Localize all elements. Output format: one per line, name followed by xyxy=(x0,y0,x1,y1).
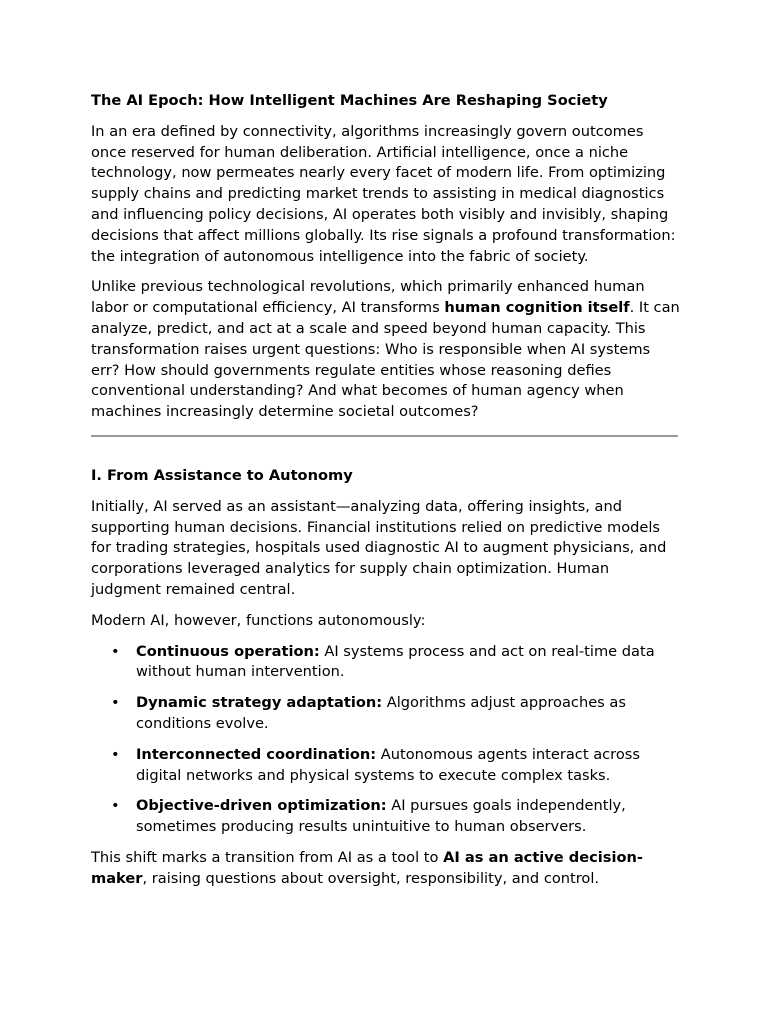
bullet-text: Algorithms adjust approaches as conditions evolve. xyxy=(136,694,626,732)
bullet-text: AI pursues goals independently, sometimes producing results unintuitive to human observers. xyxy=(136,797,626,836)
section-1-heading: I. From Assistance to Autonomy xyxy=(91,466,353,484)
section-1-paragraph-1: Initially, AI served as an assistant—analyzing data, offering insights, and supporting human decisions. Financial institutions relied on predictive models for trading strategies, hospitals used diagnostic AI to augment physicians, and corporations leveraged analytics for supply chain optimization. Human judgment remained central. xyxy=(91,497,667,598)
intro-p2-text-start: Unlike previous technological revolutions, which primarily enhanced human labor or computational efficiency, AI transforms xyxy=(91,278,645,317)
intro-paragraph-2 xyxy=(91,277,681,423)
bullet-term: Interconnected coordination: xyxy=(136,745,377,763)
bullet-term: Continuous operation: xyxy=(136,642,320,660)
list-item xyxy=(136,796,681,838)
bullet-term: Dynamic strategy adaptation: xyxy=(136,694,383,712)
section-1-paragraph-2: Modern AI, however, functions autonomously: xyxy=(91,611,426,629)
document-title: The AI Epoch: How Intelligent Machines Are Reshaping Society xyxy=(91,92,608,109)
closing-text-start: This shift marks a transition from AI as a tool to xyxy=(91,848,444,866)
autonomy-bullet-list xyxy=(91,642,681,838)
intro-paragraph-1: In an era defined by connectivity, algorithms increasingly govern outcomes once reserved for human deliberation. Artificial intelligence, once a niche technology, now permeates nearly every facet of modern life. From optimizing supply chains and predicting market trends to assisting in medical diagnostics and influencing policy decisions, AI operates both visibly and invisibly, shaping decisions that affect millions globally. Its rise signals a profound transformation: the integration of autonomous intelligence into the fabric of society. xyxy=(91,122,676,265)
bullet-text: AI systems process and act on real-time data without human intervention. xyxy=(136,642,655,681)
section-1-closing-paragraph xyxy=(91,848,681,890)
bullet-text: Autonomous agents interact across digital networks and physical systems to execute complex tasks. xyxy=(136,745,640,784)
bullet-term: Objective-driven optimization: xyxy=(136,797,387,815)
section-divider xyxy=(91,435,678,437)
list-item xyxy=(136,642,681,684)
list-item xyxy=(136,745,681,787)
intro-p2-text-end: . It can analyze, predict, and act at a scale and speed beyond human capacity. This transformation raises urgent questions: Who is responsible when AI systems err? How should governments regulate entities whose reasoning defies conventional understanding? And what becomes of human agency when machines increasingly determine societal outcomes? xyxy=(91,299,680,421)
intro-p2-emphasis: human cognition itself xyxy=(444,299,630,317)
list-item xyxy=(136,693,681,735)
closing-emphasis: AI as an active decision-maker xyxy=(91,848,643,887)
closing-text-end: , raising questions about oversight, responsibility, and control. xyxy=(142,869,600,887)
document-page xyxy=(91,91,681,900)
